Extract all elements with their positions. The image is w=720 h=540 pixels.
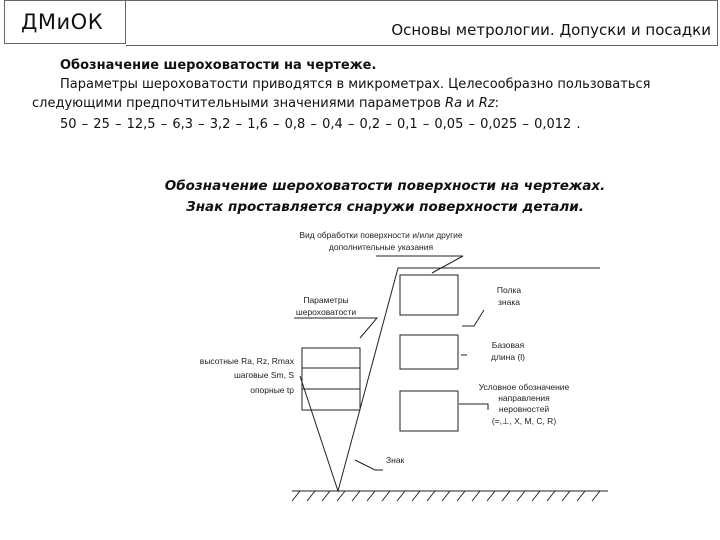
params-box — [302, 348, 360, 410]
preferred-values: 50 – 25 – 12,5 – 6,3 – 3,2 – 1,6 – 0,8 – 0,4 – 0,2 – 0,1 – 0,05 – 0,025 – 0,012 . — [60, 117, 581, 132]
label-processing-1: Вид обработки поверхности и/или другие — [299, 230, 463, 240]
course-title: Основы метрологии. Допуски и посадки — [391, 21, 711, 39]
param-ra: Ra — [445, 96, 463, 111]
label-params-1: Параметры — [303, 295, 349, 305]
surface-hatching — [292, 491, 600, 501]
label-params-2: шероховатости — [295, 307, 357, 317]
label-support-params: опорные tp — [250, 385, 294, 395]
param-and: и — [462, 96, 479, 111]
label-sign: Знак — [386, 455, 405, 465]
base-length-box — [400, 335, 458, 369]
label-step-params: шаговые Sm, S — [233, 370, 294, 380]
paragraph-line-2-text: следующими предпочтительными значениями параметров — [32, 96, 446, 111]
param-colon: : — [494, 96, 499, 111]
diagram-title-line-2: Знак проставляется снаружи поверхности детали. — [186, 199, 584, 215]
label-direction-1: Условное обозначение — [478, 382, 570, 392]
paragraph-line-1: Параметры шероховатости приводятся в микрометрах. Целесообразно пользоваться — [60, 77, 651, 92]
direction-box — [400, 391, 458, 431]
label-direction-4: (=,⊥, X, M, C, R) — [491, 416, 557, 426]
brand-logo: ДМиОК — [4, 0, 126, 44]
label-base-2: длина (l) — [491, 352, 525, 362]
label-height-params: высотные Ra, Rz, Rmax — [199, 356, 294, 366]
label-direction-3: неровностей — [498, 404, 550, 414]
leader-sign — [355, 460, 383, 470]
param-rz: Rz — [478, 96, 495, 111]
leader-params — [294, 318, 377, 338]
diagram-title-line-1: Обозначение шероховатости поверхности на чертежах. — [164, 178, 606, 194]
label-shelf-2: знака — [498, 297, 520, 307]
label-shelf-1: Полка — [496, 285, 522, 295]
label-base-1: Базовая — [491, 340, 525, 350]
label-processing-2: дополнительные указания — [328, 242, 434, 252]
label-direction-2: направления — [498, 393, 550, 403]
leader-processing — [376, 256, 463, 273]
section-heading: Обозначение шероховатости на чертеже. — [60, 58, 377, 73]
processing-box — [400, 275, 458, 315]
leader-shelf — [462, 310, 484, 326]
leader-direction — [459, 404, 488, 410]
